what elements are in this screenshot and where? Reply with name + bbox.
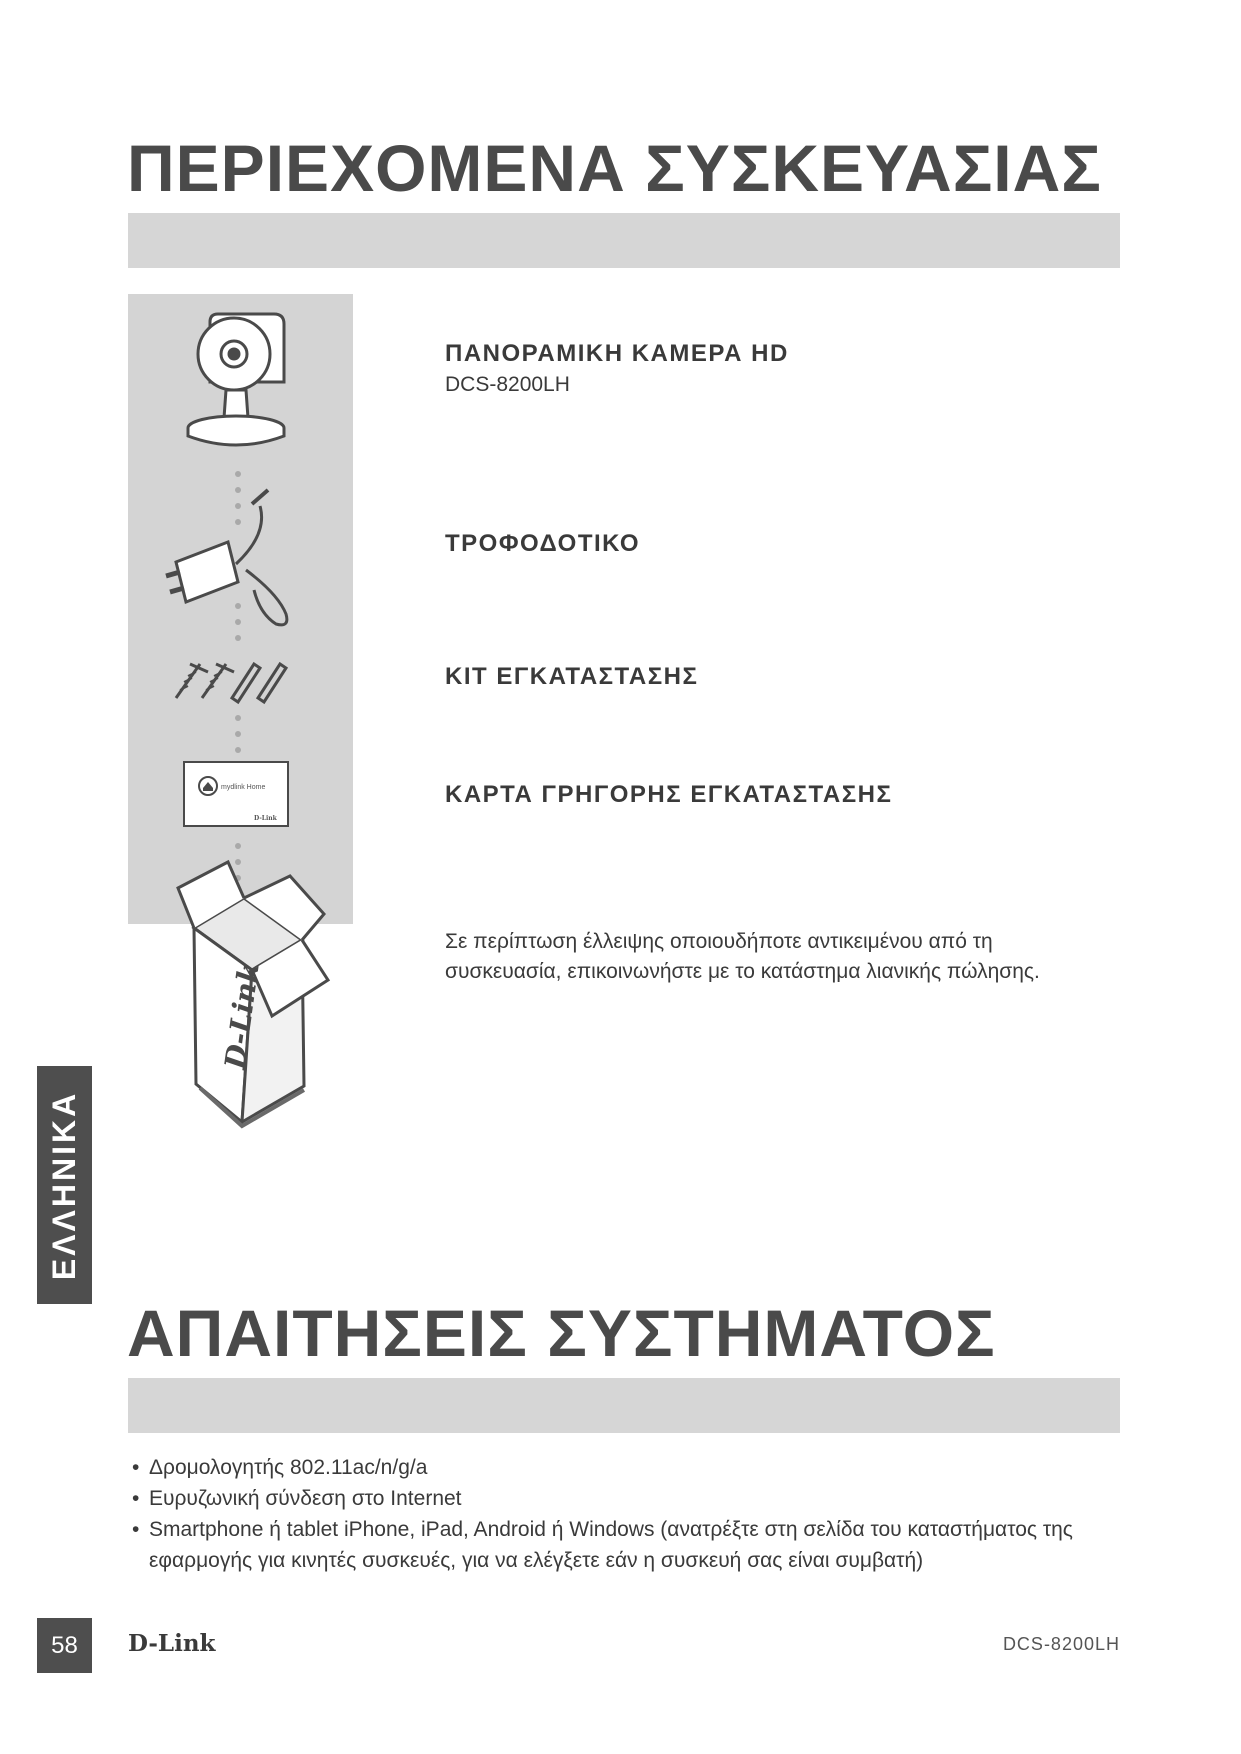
system-requirements-bar xyxy=(128,1378,1120,1433)
page-number: 58 xyxy=(37,1618,92,1673)
power-adapter-icon xyxy=(166,490,287,625)
package-contents-bar xyxy=(128,213,1120,268)
item-title-power-adapter: ΤΡΟΦΟΔΟΤΙΚΟ xyxy=(445,530,641,557)
footer-brand-logo: D-Link xyxy=(128,1630,216,1657)
system-requirements-title: ΑΠΑΙΤΗΣΕΙΣ ΣΥΣΤΗΜΑΤΟΣ xyxy=(127,1296,996,1370)
missing-items-note: Σε περίπτωση έλλειψης οποιουδήποτε αντικειμένου από τη συσκευασία, επικοινωνήστε με το κατάστημα λιανικής πώλησης. xyxy=(445,930,1040,983)
item-title-camera: ΠΑΝΟΡΑΜΙΚΗ ΚΑΜΕΡΑ HD xyxy=(445,340,789,367)
language-tab-label: ΕΛΛΗΝΙΚΑ xyxy=(46,1090,83,1280)
screws-icon xyxy=(176,664,286,702)
camera-icon xyxy=(188,314,284,445)
requirements-list xyxy=(132,1452,1122,1576)
requirement-internet: • Ευρυζωνική σύνδεση στο Internet xyxy=(132,1483,1122,1514)
quick-install-card-icon xyxy=(184,762,288,826)
contents-illustrations xyxy=(128,294,388,1144)
item-title-quick-install-card: ΚΑΡΤΑ ΓΡΗΓΟΡΗΣ ΕΓΚΑΤΑΣΤΑΣΗΣ xyxy=(445,781,893,808)
requirement-router: • Δρομολογητής 802.11ac/n/g/a xyxy=(132,1452,1122,1483)
box-icon xyxy=(178,862,328,1126)
package-contents-title: ΠΕΡΙΕΧΟΜΕΝΑ ΣΥΣΚΕΥΑΣΙΑΣ xyxy=(127,131,1102,205)
requirement-mobile-device: • Smartphone ή tablet iPhone, iPad, Android ή Windows (ανατρέξτε στη σελίδα του καταστήματος της εφαρμογής για κινητές συσκευές, για να ελέγξετε εάν η συσκευή σας είναι συμβατή) xyxy=(132,1514,1122,1576)
language-tab xyxy=(37,1066,92,1304)
footer-model: DCS-8200LH xyxy=(1002,1634,1120,1654)
item-model-camera: DCS-8200LH xyxy=(445,373,570,396)
card-label: mydlink Home xyxy=(221,784,266,791)
item-title-install-kit: ΚΙΤ ΕΓΚΑΤΑΣΤΑΣΗΣ xyxy=(445,663,699,690)
box-brand: D-Link xyxy=(218,960,266,1071)
card-brand: D-Link xyxy=(254,815,277,822)
